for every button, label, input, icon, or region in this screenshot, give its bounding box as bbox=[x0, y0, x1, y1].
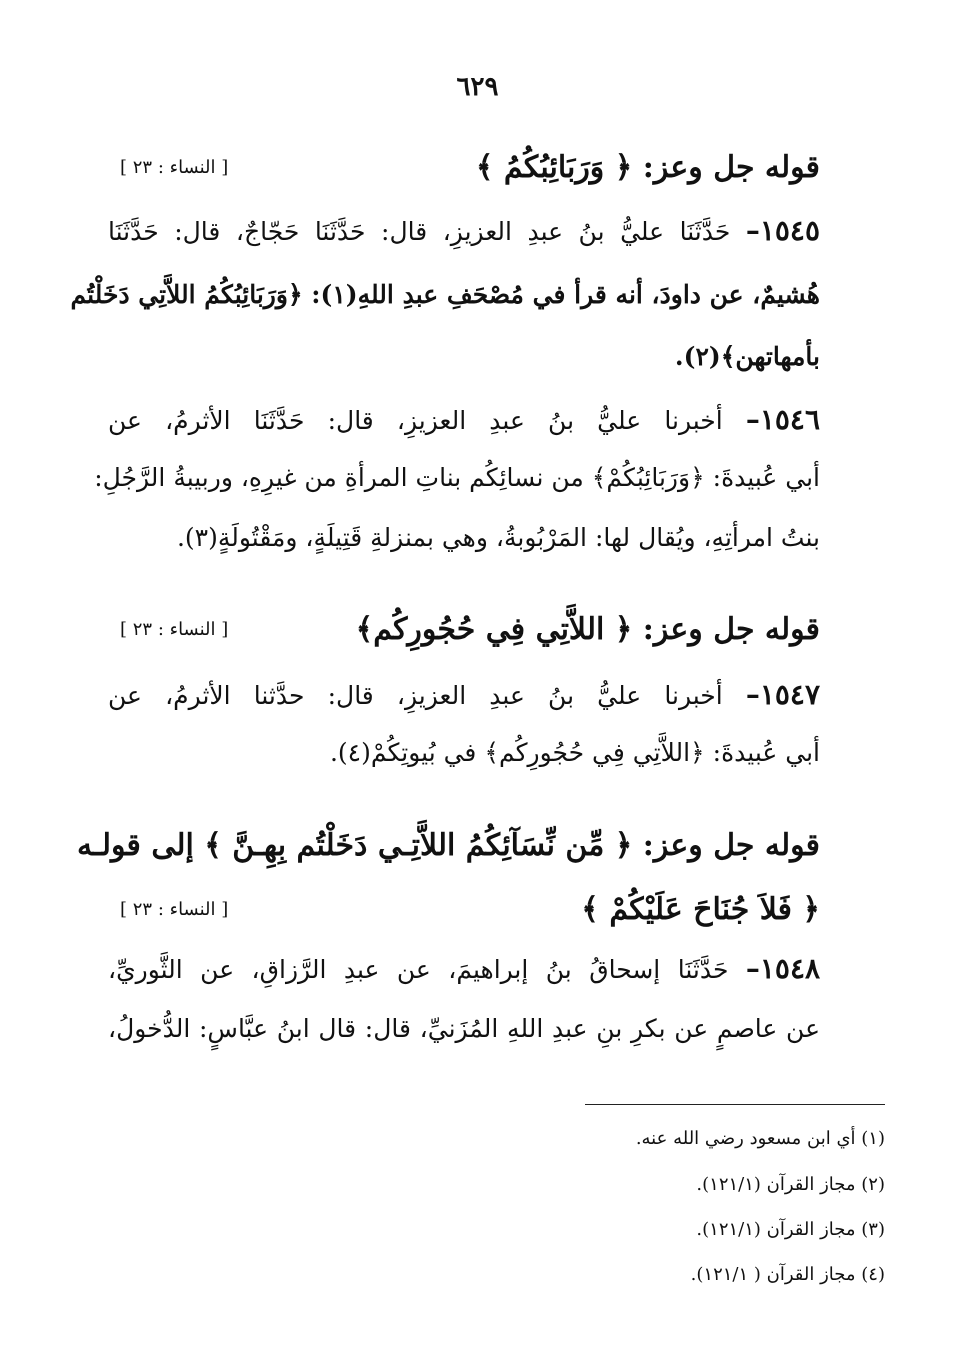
hadith-number: ١٥٤٦– bbox=[745, 403, 820, 436]
section-heading-row bbox=[120, 612, 820, 647]
paragraph-line bbox=[108, 952, 820, 986]
footnote: (٤) مجاز القرآن ( ١٢١/١). bbox=[690, 1264, 885, 1285]
hadith-number: ١٥٤٧– bbox=[745, 678, 820, 711]
section-heading-row bbox=[77, 828, 820, 863]
section-heading-row bbox=[120, 150, 820, 185]
section-heading-continued: ﴿ فَلاَ جُنَاحَ عَلَيْكُمْ ﴾ bbox=[581, 892, 820, 927]
section-heading-row bbox=[120, 892, 820, 927]
page-number: ٦٢٩ bbox=[456, 72, 499, 102]
paragraph-line: أبي عُبيدةَ: ﴿وَرَبَائِبُكُمْ﴾ من نسائِكُم بناتِ المرأةِ من غيرِهِ، وربيبةُ الرَّجُلِ: bbox=[94, 463, 820, 492]
paragraph-line: بنتُ امرأتِهِ، ويُقال لها: المَرْبُوبةُ، وهي بمنزلةِ قَتِيلَةٍ، ومَقْتُولَةٍ(٣). bbox=[176, 523, 820, 552]
hadith-number: ١٥٤٨– bbox=[745, 952, 821, 985]
line-text: أخبرنا عليُّ بنُ عبدِ العزيزِ، قال: حَدَّثَنَا الأثرمُ، عن bbox=[108, 406, 723, 435]
paragraph-line: أبي عُبيدةَ: ﴿اللاَّتِي فِي حُجُورِكُم﴾ في بُيوتِكُمْ(٤). bbox=[329, 738, 820, 767]
section-heading: قوله جل وعز: ﴿ اللاَّتِي فِي حُجُورِكُم﴾ bbox=[355, 612, 820, 647]
paragraph-line: عن عاصمٍ عن بكرِ بنِ عبدِ اللهِ المُزَنيِّ، قال: قال ابنُ عبَّاسٍ: الدُّخولُ، bbox=[108, 1014, 820, 1043]
footnote-separator bbox=[585, 1104, 885, 1105]
verse-reference: [ النساء : ٢٣ ] bbox=[120, 619, 229, 640]
line-text: أخبرنا عليُّ بنُ عبدِ العزيزِ، قال: حدَّثنا الأثرمُ، عن bbox=[108, 681, 723, 710]
verse-reference: [ النساء : ٢٣ ] bbox=[120, 899, 229, 920]
verse-reference: [ النساء : ٢٣ ] bbox=[120, 157, 229, 178]
paragraph-line bbox=[108, 678, 820, 712]
footnote: (١) أي ابن مسعود رضي الله عنه. bbox=[635, 1128, 885, 1149]
paragraph-line: بأمهاتهن﴾(٢). bbox=[674, 342, 820, 371]
paragraph-line bbox=[108, 403, 820, 437]
paragraph-line bbox=[108, 214, 820, 248]
line-text: حَدَّثَنَا إسحاقُ بنُ إبراهيمَ، عن عبدِ الرَّزاقِ، عن الثَّوريِّ، bbox=[108, 955, 729, 984]
section-heading: قوله جل وعز: ﴿ مِّن نِّسَآئِكُمُ اللاَّتِـي دَخَلْتُم بِهِـنَّ ﴾ إلى قولـه bbox=[77, 828, 820, 863]
line-text: حَدَّثَنَا عليُّ بنُ عبدِ العزيزِ، قال: حَدَّثَنَا حَجّاجٌ، قال: حَدَّثَنَا bbox=[108, 217, 731, 246]
footnote: (٢) مجاز القرآن (١٢١/١). bbox=[696, 1174, 885, 1195]
section-heading: قوله جل وعز: ﴿ وَرَبَائِبُكُمُ ﴾ bbox=[475, 150, 820, 185]
footnote: (٣) مجاز القرآن (١٢١/١). bbox=[696, 1219, 885, 1240]
hadith-number: ١٥٤٥– bbox=[745, 214, 820, 247]
paragraph-line: هُشيمٌ، عن داودَ، أنه قرأ في مُصْحَفِ عبدِ اللهِ(١): ﴿وَرَبَائِبُكُمُ اللاَّتِي دَخَلْتُم bbox=[70, 280, 820, 309]
